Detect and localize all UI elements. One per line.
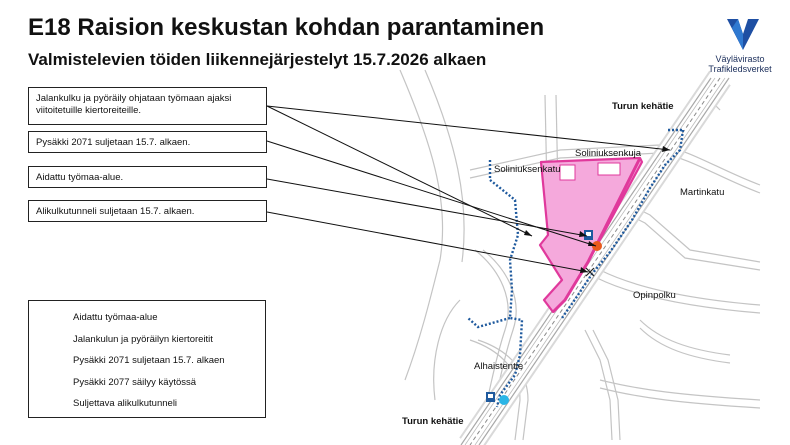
- callout-stop-2071-text: Pysäkki 2071 suljetaan 15.7. alkaen.: [36, 137, 191, 148]
- logo-line-2: Trafikledsverket: [708, 64, 772, 74]
- callout-worksite-text: Aidattu työmaa-alue.: [36, 172, 124, 183]
- callout-tunnel-text: Alikulkutunneli suljetaan 15.7. alkaen.: [36, 206, 195, 217]
- legend-label-tunnel: Suljettava alikulkutunneli: [73, 398, 178, 410]
- label-alhaistentie: Alhaistentie: [474, 361, 524, 372]
- legend-row-open-stop: [37, 372, 257, 394]
- legend-row-tunnel: [37, 393, 257, 415]
- page-subtitle: Valmistelevien töiden liikennejärjestelyt 15.7.2026 alkaen: [28, 50, 487, 69]
- agency-logo: [700, 54, 780, 74]
- page-title: E18 Raision keskustan kohdan parantaminen: [28, 14, 545, 41]
- legend-row-closed-stop: [37, 350, 257, 372]
- label-turun-kehatie-top: Turun kehätie: [612, 101, 674, 112]
- legend-row-detour: [37, 329, 257, 351]
- callout-worksite: [28, 166, 267, 188]
- legend-label-detour: Jalankulun ja pyöräilyn kiertoreitit: [73, 333, 213, 345]
- callout-stop-2071: [28, 131, 267, 153]
- vaylavirasto-v-logo: [727, 19, 759, 50]
- map-legend: [28, 300, 266, 418]
- open-stop-2077-marker: [499, 395, 509, 405]
- legend-cyan-dot-icon: [37, 376, 67, 388]
- label-martinkatu: Martinkatu: [680, 187, 725, 198]
- callout-tunnel: [28, 200, 267, 222]
- label-turun-kehatie-bottom: Turun kehätie: [402, 416, 464, 427]
- label-opinpolku: Opinpolku: [633, 290, 676, 301]
- legend-label-worksite: Aidattu työmaa-alue: [73, 312, 158, 324]
- turun-kehatie-road: [461, 78, 729, 445]
- label-soliniuksenkuja: Soliniuksenkuja: [575, 148, 642, 159]
- legend-dotted-line-icon: [37, 333, 67, 345]
- callout-detour: [28, 87, 267, 125]
- bus-stop-2077-sign: [486, 392, 495, 402]
- legend-orange-dot-icon: [37, 355, 67, 367]
- label-soliniuksenkatu: Soliniuksenkatu: [494, 164, 561, 175]
- legend-label-closed-stop: Pysäkki 2071 suljetaan 15.7. alkaen: [73, 355, 225, 367]
- legend-pink-line-icon: [37, 312, 67, 324]
- callout-detour-text: Jalankulku ja pyöräily ohjataan työmaan ajaksi viitoitetuille kiertoreiteille.: [36, 93, 232, 116]
- logo-line-1: Väylävirasto: [715, 54, 765, 64]
- legend-label-open-stop: Pysäkki 2077 säilyy käytössä: [73, 376, 197, 388]
- legend-tunnel-cross-icon: [37, 398, 67, 410]
- legend-row-worksite: [37, 307, 257, 329]
